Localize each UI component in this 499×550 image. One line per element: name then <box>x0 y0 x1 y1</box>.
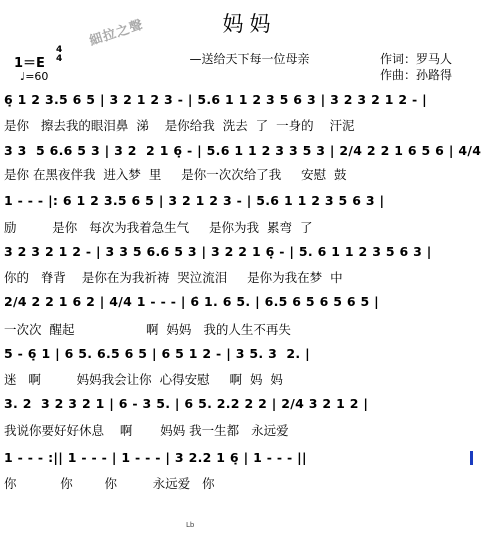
lyrics-line: 励 是你 每次为我着急生气 是你为我 累弯 了 <box>4 220 313 235</box>
notes-line: 3 2 3 2 1 2 - | 3 3 5 6.6 5 3 | 3 2 2 1 6̣ - | 5. 6 1 1 2 3 5 6 3 | <box>4 244 432 259</box>
notes-line: 6̣ 1 2 3.5 6 5 | 3 2 1 2 3 - | 5.6 1 1 2 3 5 6 3 | 3 2 3 2 1 2 - | <box>4 92 428 107</box>
song-subtitle: —送给天下每一位母亲 <box>189 52 310 66</box>
lyrics-line: 我说你要好好休息 啊 妈妈 我一生都 永远爱 <box>4 423 289 438</box>
key-signature: 1＝E <box>14 56 45 71</box>
notes-line: 5 - 6̣ 1 | 6 5. 6.5 6 5 | 6 5 1 2 - | 3 5. 3 2. | <box>4 346 310 361</box>
tempo-marking: ♩=60 <box>20 70 49 83</box>
time-signature-top: 4 <box>56 45 63 55</box>
lyrics-line: 你的 脊背 是你在为我祈祷 哭泣流泪 是你为我在梦 中 <box>4 270 343 285</box>
time-signature-bottom: 4 <box>56 54 63 64</box>
lyrics-line: 你 你 你 永远爱 你 <box>4 476 215 491</box>
composer-credit: 作曲：孙路得 <box>380 68 453 82</box>
lyricist-credit: 作词：罗马人 <box>380 52 453 66</box>
notes-line: 1 - - - :|| 1 - - - | 1 - - - | 3 2.2 1 6̣ | 1 - - - || <box>4 450 307 465</box>
watermark: 細拉之聲 <box>87 17 146 50</box>
song-title: 妈妈 <box>222 12 277 36</box>
lyrics-line: 是你 在黑夜伴我 进入梦 里 是你一次次给了我 安慰 鼓 <box>4 167 347 182</box>
lyrics-line: 一次次 醒起 啊 妈妈 我的人生不再失 <box>4 322 291 337</box>
final-barline <box>470 451 473 465</box>
signature-mark: Lb <box>186 521 195 529</box>
lyrics-line: 迷 啊 妈妈我会让你 心得安慰 啊 妈 妈 <box>4 372 283 387</box>
time-signature <box>56 46 62 64</box>
notes-line: 3 3 5 6.6 5 3 | 3 2 2 1 6̣ - | 5.6 1 1 2 3 3 5 3 | 2/4 2 2 1 6 5 6 | 4/4 <box>4 143 482 158</box>
lyrics-line: 是你 擦去我的眼泪鼻 涕 是你给我 洗去 了 一身的 汗泥 <box>4 118 355 133</box>
notes-line: 2/4 2 2 1 6 2 | 4/4 1 - - - | 6̇ 1. 6 5. | 6.5 6 5 6 5 6 5 | <box>4 294 380 309</box>
notes-line: 3. 2 3 2 3 2 1 | 6 - 3 5. | 6 5. 2.2 2 2 | 2/4 3 2 1 2 | <box>4 396 369 411</box>
notes-line: 1 - - - |: 6 1 2 3.5 6 5 | 3 2 1 2 3 - | 5.6 1 1 2 3 5 6 3 | <box>4 193 385 208</box>
